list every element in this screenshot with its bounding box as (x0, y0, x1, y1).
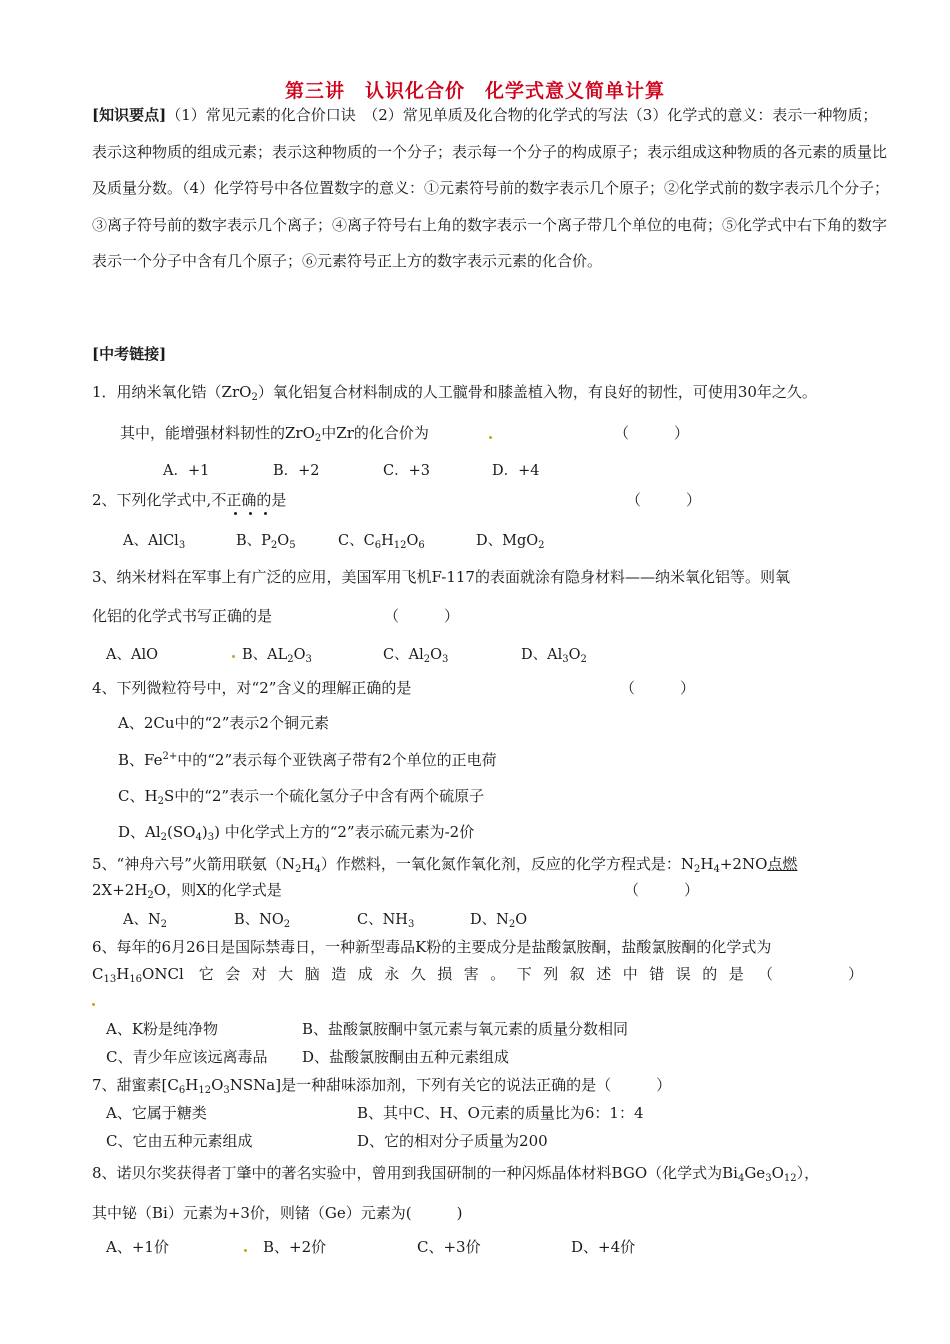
q2-stem (92, 489, 286, 510)
q1-option-c: C．+3 (383, 463, 430, 479)
emphasis-dot (234, 512, 237, 515)
q7-option-d: D、它的相对分子质量为200 (357, 1132, 548, 1150)
q4-option-b-pre: B、Fe (118, 751, 163, 769)
q5-stem-a: 5、“神舟六号”火箭用联氨（N (92, 855, 296, 873)
q2-option-a: A、AlCl$_3$ (123, 533, 186, 551)
q5-stem: 5、“神舟六号”火箭用联氨$(N_2H_4)$作燃料，一氧化氮作氧化剂，反应的化学方程式是：$N_2H_4+2NO$点燃 (92, 855, 798, 875)
q6-stem: 6、每年的6月26日是国际禁毒日，一种新型毒品K粉的主要成分是盐酸氯胺酮，盐酸氯胺酮的化学式为 (92, 938, 772, 956)
q1-option-a: A．+1 (163, 463, 210, 479)
q6-option-c: C、青少年应该远离毒品 (106, 1048, 268, 1066)
stray-mark (232, 655, 235, 658)
q5-option-a: A、$N_2$ (123, 912, 168, 930)
q2-option-c: C、$C_6H_{12}O_6$ (338, 533, 425, 551)
q1-stem-b: ）氧化铝复合材料制成的人工髋骨和膝盖植入物，有良好的韧性，可使用30年之久。 (257, 383, 817, 401)
q3-stem: 3、纳米材料在军事上有广泛的应用，美国军用飞机F-117的表面就涂有隐身材料——纳米氧化铝等。则氧 (92, 568, 790, 586)
q5-option-a-text: A、N (123, 912, 161, 928)
page-title: 第三讲 认识化合价 化学式意义简单计算 (284, 80, 665, 102)
q7-stem-b: ]是一种甜味添加剂，下列有关它的说法正确的是（ ） (275, 1076, 672, 1094)
stray-mark (92, 1003, 95, 1006)
q5-stem2-a: 2X+2H (92, 881, 148, 899)
q5-stem-2: $2X+2H_2O$，则X的化学式是 (92, 881, 282, 901)
q5-option-b-text: B、NO (234, 912, 284, 928)
q4-option-b (118, 749, 497, 770)
q1-stem-2: 其中，能增强材料韧性的ZrO$_2$中Zr的化合价为 (120, 424, 429, 444)
q5-reaction-condition: 点燃 (767, 855, 798, 873)
q3-option-d: D、$Al_3O_2$ (521, 647, 587, 665)
q5-option-c-text: C、NH (357, 912, 408, 928)
q7-option-b: B、其中C、H、O元素的质量比为6：1：4 (357, 1104, 644, 1122)
q7-stem: 7、甜蜜素$[C_6H_{12}O_3NSNa]$是一种甜味添加剂，下列有关它的说法正确的是（ ） (92, 1076, 672, 1096)
q2-stem-a: 2、下列化学式中, (92, 491, 212, 509)
q3-option-a: A、AlO (106, 647, 158, 663)
q6-blank: （ ） (758, 965, 864, 983)
q1-stem2-a: 其中，能增强材料韧性的ZrO (120, 424, 315, 442)
q7-stem-a: 7、甜蜜素[C (92, 1076, 179, 1094)
q4-option-c-post: S中的“2”表示一个硫化氢分子中含有两个硫原子 (163, 787, 485, 805)
q3-option-b: B、$AL_2O_3$ (242, 647, 312, 665)
q1-stem-a: 1．用纳米氧化锆（ZrO (92, 383, 252, 401)
q5-stem-b: ）作燃料，一氧化氮作氧化剂，反应的化学方程式是：N (320, 855, 694, 873)
q2-option-c-text: C、C (338, 533, 375, 549)
q5-blank: （ ） (624, 881, 700, 899)
q3-option-c: C、$Al_2O_3$ (383, 647, 449, 665)
q2-stem-emphasis: 不正确 (211, 491, 257, 509)
q3-blank: （ ） (384, 607, 460, 625)
q3-option-d-text: D、Al (521, 647, 563, 663)
q4-stem: 4、下列微粒符号中，对“2”含义的理解正确的是 (92, 679, 412, 697)
q2-option-d-text: D、MgO (476, 533, 539, 549)
q3-option-b-text: B、AL (242, 647, 288, 663)
q4-option-d-pre: D、Al (118, 823, 161, 841)
q1-option-b: B．+2 (273, 463, 320, 479)
q4-option-d: D、$Al_2(SO_4)_3$) 中化学式上方的“2”表示硫元素为-2价 (118, 823, 475, 843)
knowledge-text: （1）常见元素的化合价口诀 （2）常见单质及化合物的化学式的写法（3）化学式的意义：表示一种物质；表示这种物质的组成元素；表示这种物质的一个分子；表示每一个分子的构成原子；表示组成这种物质的各元素的质量比及质量分数。（4）化学符号中各位置数字的意义：①元素符号前的数字表示几个原子；②化学式前的数字表示几个分子；③离子符号前的数字表示几个离子；④离子符号右上角的数字表示一个离子带几个单位的电荷；⑤化学式中右下角的数字表示一个分子中含有几个原子；⑥元素符号正上方的数字表示元素的化合价。 (92, 106, 890, 270)
q2-stem-b: 的是 (256, 491, 287, 509)
q2-option-d: D、MgO$_2$ (476, 533, 545, 551)
stray-mark (489, 436, 492, 439)
q5-stem2-b: O，则X的化学式是 (153, 881, 282, 899)
q8-stem-2: 其中铋（Bi）元素为+3价，则锗（Ge）元素为( ) (92, 1204, 463, 1222)
knowledge-label: [知识要点] (92, 106, 167, 124)
q5-option-c: C、$NH_3$ (357, 912, 415, 930)
q4-option-b-charge: 2+ (162, 751, 178, 762)
q1-stem2-b: 中Zr的化合价为 (321, 424, 429, 442)
q1-blank: （ ） (614, 424, 690, 442)
section-label: [中考链接] (92, 345, 167, 363)
q3-stem-2: 化铝的化学式书写正确的是 (92, 607, 273, 625)
q2-option-b-text: B、P (236, 533, 271, 549)
q4-option-b-post: 中的“2”表示每个亚铁离子带有2个单位的正电荷 (177, 751, 497, 769)
q6-stem2-text: 它会对大脑造成永久损害。下列叙述中错误的是 (198, 965, 756, 983)
q8-option-a: A、+1价 (106, 1238, 169, 1256)
q4-option-d-post: ) 中化学式上方的“2”表示硫元素为-2价 (214, 823, 475, 841)
q4-blank: （ ） (620, 679, 696, 697)
q8-stem-a: 8、诺贝尔奖获得者丁肇中的著名实验中，曾用到我国研制的一种闪烁晶体材料BGO（化学式为Bi (92, 1164, 738, 1182)
q5-option-d: D、$N_2O$ (470, 912, 528, 930)
stray-mark (244, 1249, 247, 1252)
q8-option-c: C、+3价 (417, 1238, 481, 1256)
q4-option-a: A、2Cu中的“2”表示2个铜元素 (118, 714, 329, 732)
q4-option-d-mid: (SO (167, 823, 196, 841)
q4-option-c-pre: C、H (118, 787, 158, 805)
q5-stem-c: +2NO (719, 855, 768, 873)
q8-option-d: D、+4价 (571, 1238, 636, 1256)
q2-blank: （ ） (626, 491, 702, 509)
q4-option-c: C、$H_2S$中的“2”表示一个硫化氢分子中含有两个硫原子 (118, 787, 485, 807)
q3-option-c-text: C、Al (383, 647, 424, 663)
knowledge-points (92, 97, 892, 280)
q7-option-c: C、它由五种元素组成 (106, 1132, 253, 1150)
q6-stem-2: $C_{13}H_{16}ONCl$ 它会对大脑造成永久损害。下列叙述中错误的是 (92, 965, 756, 985)
q6-option-d: D、盐酸氯胺酮由五种元素组成 (302, 1048, 510, 1066)
q6-formula: C (92, 965, 104, 983)
q7-option-a: A、它属于糖类 (106, 1104, 207, 1122)
q5-option-d-text: D、N (470, 912, 509, 928)
q6-option-a: A、K粉是纯净物 (106, 1020, 219, 1038)
emphasis-dot (264, 512, 267, 515)
q2-option-a-text: A、AlCl (123, 533, 179, 549)
q6-option-b: B、盐酸氯胺酮中氢元素与氧元素的质量分数相同 (302, 1020, 629, 1038)
q1-option-d: D．+4 (492, 463, 540, 479)
q2-option-b: B、$P_2O_5$ (236, 533, 296, 551)
q5-option-b: B、$NO_2$ (234, 912, 291, 930)
q8-option-b: B、+2价 (263, 1238, 327, 1256)
emphasis-dot (249, 512, 252, 515)
q8-stem: 8、诺贝尔奖获得者丁肇中的著名实验中，曾用到我国研制的一种闪烁晶体材料BGO（化学式为$Bi_4Ge_3O_{12}$）， (92, 1164, 820, 1184)
q8-stem-b: ）， (796, 1164, 820, 1182)
q1-stem: 1．用纳米氧化锆（ZrO$_2$）氧化铝复合材料制成的人工髋骨和膝盖植入物，有良好的韧性，可使用30年之久。 (92, 383, 817, 403)
